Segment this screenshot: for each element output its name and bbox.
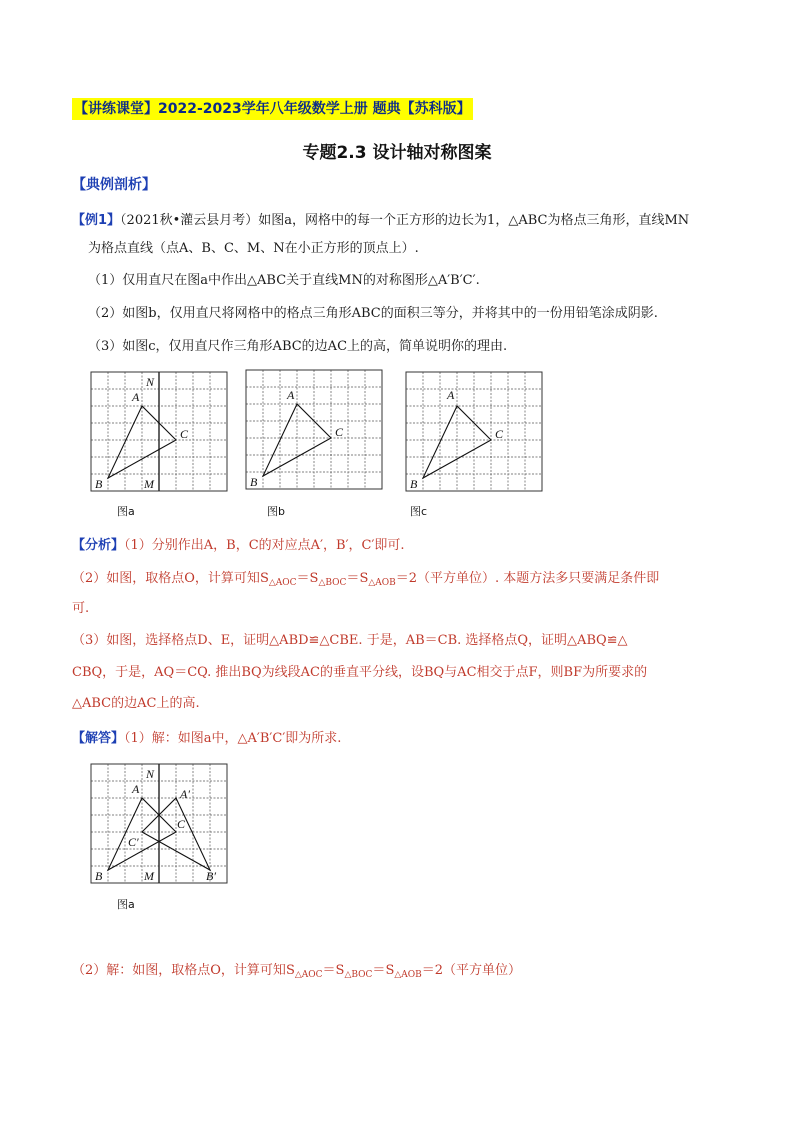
page-title: 专题2.3 设计轴对称图案: [302, 143, 492, 163]
section-heading: 【典例剖析】: [72, 177, 156, 193]
example-line2: 为格点直线（点A、B、C、M、N在小正方形的顶点上）.: [88, 241, 419, 256]
figure-answer: [88, 760, 230, 888]
label-b-b: B: [250, 475, 258, 489]
answer-line2: [72, 958, 732, 988]
analysis-p2-pre: （2）如图，取格点O，计算可知: [72, 571, 260, 586]
header-banner: 【讲练课堂】2022-2023学年八年级数学上册 题典【苏科版】: [72, 98, 473, 120]
analysis-p3-line2: CBQ，于是，AQ＝CQ. 推出BQ为线段AC的垂直平分线，设BQ与AC相交于点F，则BF为所要求的: [72, 665, 648, 680]
answer-line1: [72, 726, 732, 752]
analysis-p1: （1）分别作出A，B，C的对应点A′，B′，C′即可.: [124, 538, 405, 553]
analysis-tag: 【分析】: [72, 538, 125, 553]
label-a-b: A: [287, 388, 295, 402]
example-tag: 【例1】: [72, 213, 121, 228]
formula-s2: S: [309, 571, 319, 586]
formula-eq2: ＝: [346, 571, 360, 586]
caption-b: 图b: [267, 505, 285, 518]
formula-s3: S: [359, 571, 369, 586]
ans-formula-eq1: ＝: [322, 963, 336, 978]
ans-formula-sub3: △AOB: [394, 970, 422, 980]
example-line1: [72, 208, 732, 234]
label-n: N: [146, 375, 155, 389]
answer-a1: （1）解：如图a中，△A′B′C′即为所求.: [124, 731, 342, 746]
label-a-c: A: [447, 388, 455, 402]
label-c: C: [180, 427, 189, 441]
analysis-line2: [72, 566, 732, 596]
caption-a: 图a: [117, 505, 135, 518]
ans-formula-s1: S: [285, 963, 295, 978]
ans-formula-s2: S: [335, 963, 345, 978]
label-b-ans: B: [95, 869, 103, 883]
ans-formula-eq2: ＝: [372, 963, 386, 978]
label-a: A: [132, 390, 140, 404]
label-a2-ans: A′: [180, 787, 190, 801]
formula-sub2: △BOC: [318, 578, 347, 588]
answer-a2-pre: （2）解：如图，取格点O，计算可知: [72, 963, 286, 978]
label-n-ans: N: [146, 767, 155, 781]
question-1: （1）仅用直尺在图a中作出△ABC关于直线MN的对称图形△A′B′C′.: [88, 273, 480, 288]
ans-formula-sub1: △AOC: [294, 970, 323, 980]
analysis-p3-line1: （3）如图，选择格点D、E，证明△ABD≌△CBE. 于是，AB＝CB. 选择格点Q，证明△ABQ≌△: [72, 633, 628, 648]
label-c-c: C: [495, 427, 504, 441]
answer-tag: 【解答】: [72, 731, 125, 746]
analysis-p2-post: （平方单位）. 本题方法多只要满足条件即: [417, 571, 660, 586]
caption-c: 图c: [410, 505, 428, 518]
formula-sub1: △AOC: [268, 578, 297, 588]
question-3: （3）如图c，仅用直尺作三角形ABC的边AC上的高，简单说明你的理由.: [88, 339, 508, 354]
ans-formula-sub2: △BOC: [344, 970, 373, 980]
analysis-p2-line2: 可.: [72, 601, 90, 616]
formula-val: ＝2: [395, 571, 418, 586]
ans-formula-val: ＝2: [421, 963, 444, 978]
label-c-b: C: [335, 425, 344, 439]
figure-a: [88, 368, 230, 496]
analysis-line1: [72, 533, 732, 559]
label-b2-ans: B′: [206, 869, 216, 883]
figure-c: [403, 368, 545, 496]
formula-eq1: ＝: [296, 571, 310, 586]
ans-formula-s3: S: [385, 963, 395, 978]
label-a-ans: A: [132, 782, 140, 796]
formula-sub3: △AOB: [368, 578, 396, 588]
label-c2-ans: C′: [128, 835, 139, 849]
caption-answer: 图a: [117, 898, 135, 911]
label-c-ans: C: [177, 817, 186, 831]
label-b: B: [95, 477, 103, 491]
figure-b: [243, 366, 385, 494]
question-2: （2）如图b，仅用直尺将网格中的格点三角形ABC的面积三等分，并将其中的一份用铅笔涂成阴影.: [88, 306, 658, 321]
formula-s1: S: [259, 571, 269, 586]
answer-a2-post: （平方单位）: [443, 963, 522, 978]
label-m: M: [144, 477, 154, 491]
label-b-c: B: [410, 477, 418, 491]
example-text1: （2021秋•灌云县月考）如图a，网格中的每一个正方形的边长为1，△ABC为格点三角形，直线MN: [120, 213, 690, 228]
analysis-p3-line3: △ABC的边AC上的高.: [72, 696, 200, 711]
label-m-ans: M: [144, 869, 154, 883]
